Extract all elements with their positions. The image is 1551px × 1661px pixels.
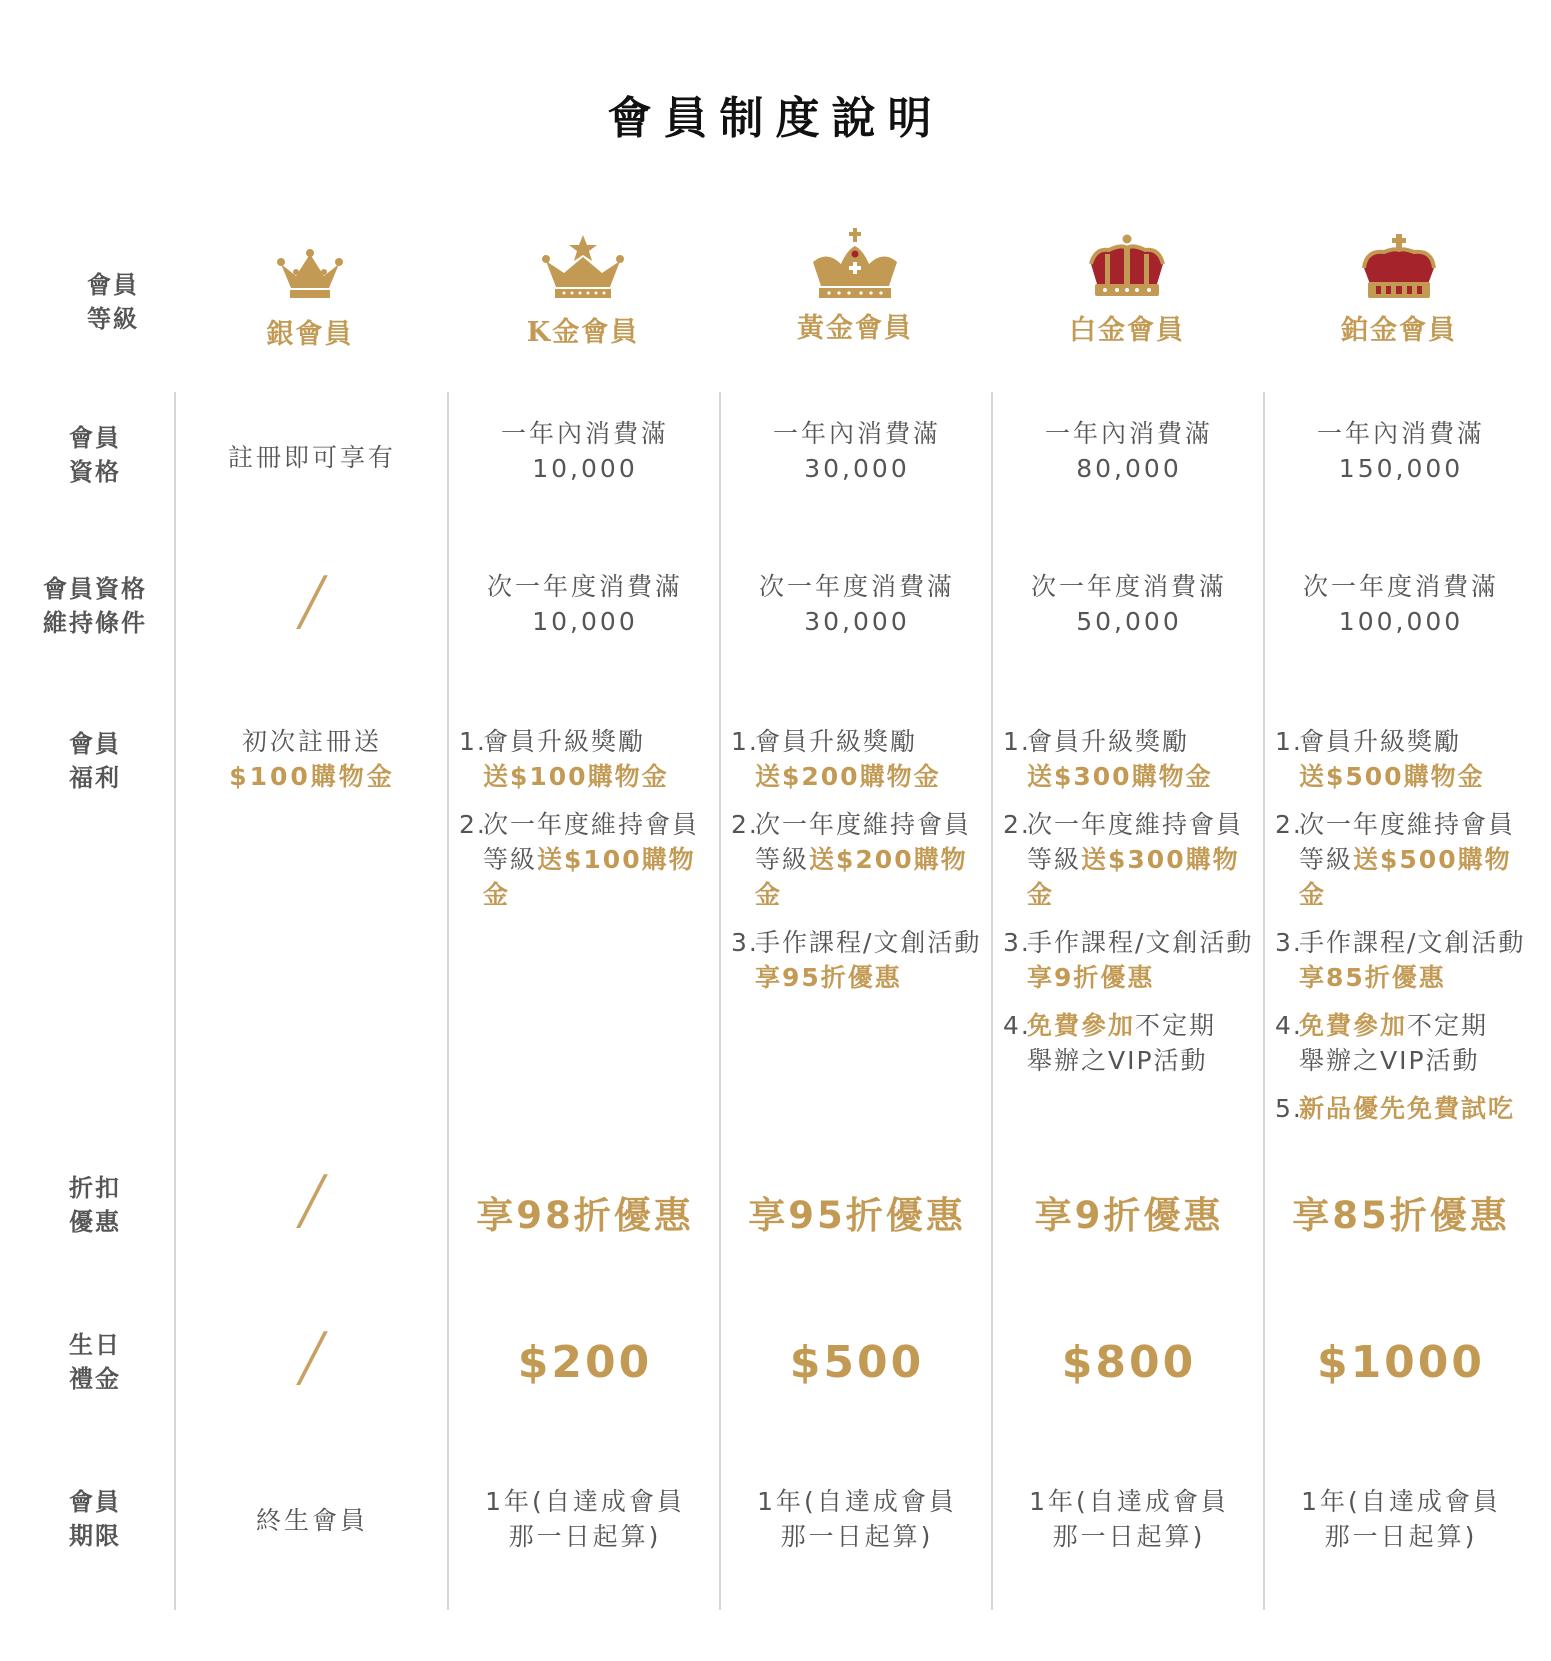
tier-name: 白金會員 [1069,315,1185,346]
benefit-number: 1. [1275,727,1303,756]
benefit-gold: 送$200購物金 [755,845,968,909]
benefit-item [1003,1008,1265,1078]
qualification-text: 註冊即可享有 [227,443,396,472]
period-cell [176,1503,448,1538]
birthday-gift: $200 [517,1337,653,1388]
benefit-gold: 送$100購物金 [483,845,696,909]
row-label-line: 會員 [69,424,121,452]
benefit-text: 次一年度維持會員 [1299,810,1516,839]
benefit-gold: $100購物金 [229,762,395,791]
tier-name: 鉑金會員 [1341,315,1457,346]
period-cell [449,1484,721,1554]
benefit-gold: 送$200購物金 [755,762,941,791]
benefit-gold: 享95折優惠 [755,963,902,992]
qualification-amount: 80,000 [1076,454,1182,483]
tier-header-silver [174,248,446,351]
tier-name: K金會員 [526,317,640,348]
period-text: 終生會員 [255,1506,368,1535]
benefit-gold: 送$300購物金 [1027,762,1213,791]
maintain-text: 次一年度消費滿 [486,572,683,601]
period-text: 那一日起算) [508,1522,662,1551]
benefit-number: 1. [459,727,487,756]
benefit-number: 3. [731,928,759,957]
discount-value: 享85折優惠 [1292,1194,1510,1237]
maintain-cell-empty: ╱ [298,575,326,629]
birthday-gift: $800 [1061,1337,1197,1388]
birthday-gift: $500 [789,1337,925,1388]
benefits-list [1275,724,1537,1139]
benefit-text: 等級 [755,845,810,874]
benefit-number: 4. [1003,1011,1031,1040]
benefits-list [1003,724,1265,1091]
maintain-text: 次一年度消費滿 [758,572,955,601]
benefit-text: 不定期 [1135,1011,1217,1040]
row-label-line: 資格 [69,458,121,486]
maintain-text: 次一年度消費滿 [1030,572,1227,601]
benefit-number: 1. [1003,727,1031,756]
period-text: 1年(自達成會員 [1301,1487,1501,1516]
birthday-gift: $1000 [1316,1337,1486,1388]
benefit-gold: 送$100購物金 [483,762,669,791]
row-label-period [0,1485,190,1553]
benefit-text: 手作課程/文創活動 [1027,928,1254,957]
period-text: 1年(自達成會員 [757,1487,957,1516]
benefit-item [1003,807,1265,912]
maintain-amount: 50,000 [1076,607,1182,636]
qualification-amount: 10,000 [532,454,638,483]
row-label-line: 會員資格 [43,575,147,603]
maintain-text: 次一年度消費滿 [1302,572,1499,601]
maintain-amount: 10,000 [532,607,638,636]
benefit-gold: 送$500購物金 [1299,762,1485,791]
period-text: 那一日起算) [1052,1522,1206,1551]
tier-header-diamond [1263,234,1535,347]
period-cell [993,1484,1265,1554]
row-label-benefits [0,727,190,795]
qualification-cell [449,416,721,486]
benefit-text: 等級 [1027,845,1082,874]
benefit-gold: 享85折優惠 [1299,963,1446,992]
maintain-amount: 100,000 [1338,607,1464,636]
benefit-text: 初次註冊送 [241,727,382,756]
benefits-list [459,724,721,925]
benefit-number: 2. [731,810,759,839]
maintain-cell [1265,569,1537,639]
k-gold-crown-icon [542,235,624,300]
benefit-item [1275,807,1537,912]
benefit-number: 4. [1275,1011,1303,1040]
benefit-item [1275,1008,1537,1078]
row-label-line: 等級 [87,305,139,333]
maintain-cell [449,569,721,639]
benefit-number: 5. [1275,1094,1303,1123]
row-label-line: 維持條件 [43,609,147,637]
benefit-number: 3. [1003,928,1031,957]
benefit-item [1003,925,1265,995]
benefit-item [731,925,993,995]
benefits-list [731,724,993,1008]
row-label-line: 禮金 [69,1365,121,1393]
benefit-item [1275,724,1537,794]
benefit-item [731,724,993,794]
qualification-text: 一年內消費滿 [1044,419,1213,448]
period-text: 那一日起算) [1324,1522,1478,1551]
tier-name: 黃金會員 [797,313,913,344]
row-label-line: 會員 [87,271,139,299]
row-label-line: 會員 [69,1488,121,1516]
benefit-gold: 免費參加 [1027,1011,1136,1040]
benefit-number: 2. [1275,810,1303,839]
benefit-text: 等級 [1299,845,1354,874]
row-label-discount [0,1171,190,1239]
row-label-line: 生日 [69,1331,121,1359]
row-label-qualification [0,421,190,489]
benefit-number: 2. [1003,810,1031,839]
benefit-text: 等級 [483,845,538,874]
benefit-text: 次一年度維持會員 [755,810,972,839]
benefit-text: 手作課程/文創活動 [755,928,982,957]
discount-value: 享98折優惠 [476,1194,694,1237]
benefit-text: 次一年度維持會員 [483,810,700,839]
benefit-text: 次一年度維持會員 [1027,810,1244,839]
qualification-cell [176,440,448,475]
benefit-text: 不定期 [1407,1011,1489,1040]
period-cell [1265,1484,1537,1554]
birthday-cell-empty: ╱ [298,1331,326,1385]
benefit-item [1275,925,1537,995]
qualification-cell [721,416,993,486]
diamond-crown-icon [1360,234,1438,300]
period-cell [721,1484,993,1554]
benefit-item [459,724,721,794]
benefit-gold: 送$300購物金 [1027,845,1240,909]
benefit-text: 手作課程/文創活動 [1299,928,1526,957]
qualification-amount: 150,000 [1338,454,1464,483]
maintain-cell [721,569,993,639]
row-label-line: 會員 [69,730,121,758]
benefit-text: 會員升級獎勵 [755,727,918,756]
benefit-item [1275,1091,1537,1126]
qualification-text: 一年內消費滿 [1316,419,1485,448]
benefit-number: 3. [1275,928,1303,957]
qualification-text: 一年內消費滿 [500,419,669,448]
benefit-text: 舉辦之VIP活動 [1027,1046,1208,1075]
gold-crown-icon [807,228,903,300]
benefits-cell [176,724,448,794]
maintain-cell [993,569,1265,639]
row-label-line: 期限 [69,1522,121,1550]
discount-value: 享95折優惠 [748,1194,966,1237]
qualification-text: 一年內消費滿 [772,419,941,448]
benefit-item [731,807,993,912]
row-label-birthday [0,1328,190,1396]
page-title: 會員制度說明 [607,93,944,144]
benefit-text: 會員升級獎勵 [1027,727,1190,756]
silver-crown-icon [277,248,343,300]
period-text: 1年(自達成會員 [1029,1487,1229,1516]
benefit-text: 舉辦之VIP活動 [1299,1046,1480,1075]
benefit-gold: 享9折優惠 [1027,963,1155,992]
benefit-text: 會員升級獎勵 [1299,727,1462,756]
tier-header-platinum [991,234,1263,347]
period-text: 那一日起算) [780,1522,934,1551]
row-label-line: 福利 [69,764,121,792]
period-text: 1年(自達成會員 [485,1487,685,1516]
benefit-gold: 新品優先免費試吃 [1299,1094,1516,1123]
discount-value: 享9折優惠 [1034,1194,1224,1237]
discount-cell-empty: ╱ [298,1174,326,1228]
tier-header-k-gold [447,235,719,349]
row-label-line: 折扣 [69,1174,121,1202]
row-label-line: 優惠 [69,1208,121,1236]
qualification-cell [1265,416,1537,486]
tier-name: 銀會員 [266,319,354,350]
benefit-gold: 免費參加 [1299,1011,1408,1040]
benefit-item [459,807,721,912]
platinum-crown-icon [1087,234,1167,300]
qualification-cell [993,416,1265,486]
qualification-amount: 30,000 [804,454,910,483]
benefit-gold: 送$500購物金 [1299,845,1512,909]
maintain-amount: 30,000 [804,607,910,636]
benefit-text: 會員升級獎勵 [483,727,646,756]
row-label-maintain [0,572,190,640]
tier-header-gold [719,228,991,345]
benefit-number: 1. [731,727,759,756]
benefit-number: 2. [459,810,487,839]
benefit-item [1003,724,1265,794]
